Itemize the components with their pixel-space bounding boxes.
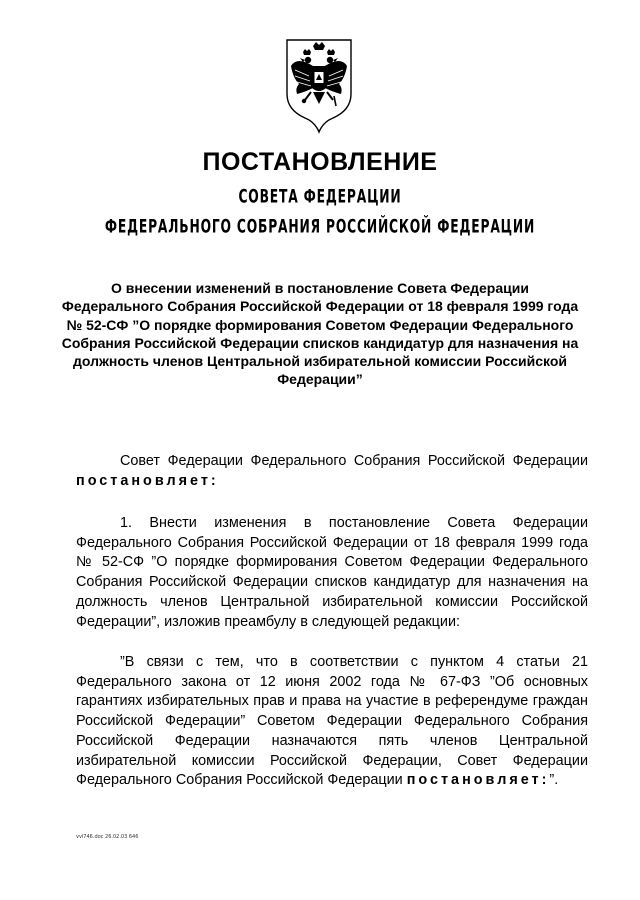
item-1-paragraph: 1. Внести изменения в постановление Совета Федерации Федерального Собрания Российской Федерации от 18 февраля 1999 года № 52-СФ ”О порядке формирования Советом Федерации Федерального Собрания Российской Федерации списков кандидатур для назначения на должность членов Центральной избирательной комиссии Российской Федерации”, изложив преамбулу в следующей редакции: (76, 515, 588, 630)
preamble-quote-text: ”В связи с тем, что в соответствии с пунктом 4 статьи 21 Федерального закона от 12 июня 2002 года № 67-ФЗ ”Об основных гарантиях избирательных прав и права на участие в референдуме граждан Российской Федерации” Советом Федерации Федерального Собрания Российской Федерации назначаются пять членов Центральной избирательной комиссии Российской Федерации, Совет Федерации Федерального Собрания Российской Федерации (76, 654, 588, 789)
resolution-heading: О внесении изменений в постановление Совета Федерации Федерального Собрания Российской Федерации от 18 февраля 1999 года № 52-СФ ”О порядке формирования Советом Федерации Федерального Собрания Российской Федерации списков кандидатур для назначения на должность членов Центральной избирательной комиссии Российской Федерации” (61, 280, 579, 388)
preamble-quote-end: ”. (549, 772, 559, 789)
preamble-quote-paragraph (76, 653, 588, 791)
intro-text: Совет Федерации Федерального Собрания Российской Федерации (120, 453, 588, 469)
double-headed-eagle-icon (283, 36, 355, 134)
intro-resolves-keyword: постановляет: (76, 472, 219, 489)
document-title: ПОСТАНОВЛЕНИЕ (202, 148, 438, 176)
document-subtitle-assembly: ФЕДЕРАЛЬНОГО СОБРАНИЯ РОССИЙСКОЙ ФЕДЕРАЦИИ (104, 214, 536, 238)
intro-paragraph (76, 452, 588, 491)
file-reference: vvl746.doc 26.02.03 646 (76, 834, 139, 840)
coat-of-arms-emblem (283, 36, 355, 134)
preamble-resolves-keyword: постановляет: (406, 772, 550, 789)
document-subtitle-council: СОВЕТА ФЕДЕРАЦИИ (238, 184, 402, 208)
